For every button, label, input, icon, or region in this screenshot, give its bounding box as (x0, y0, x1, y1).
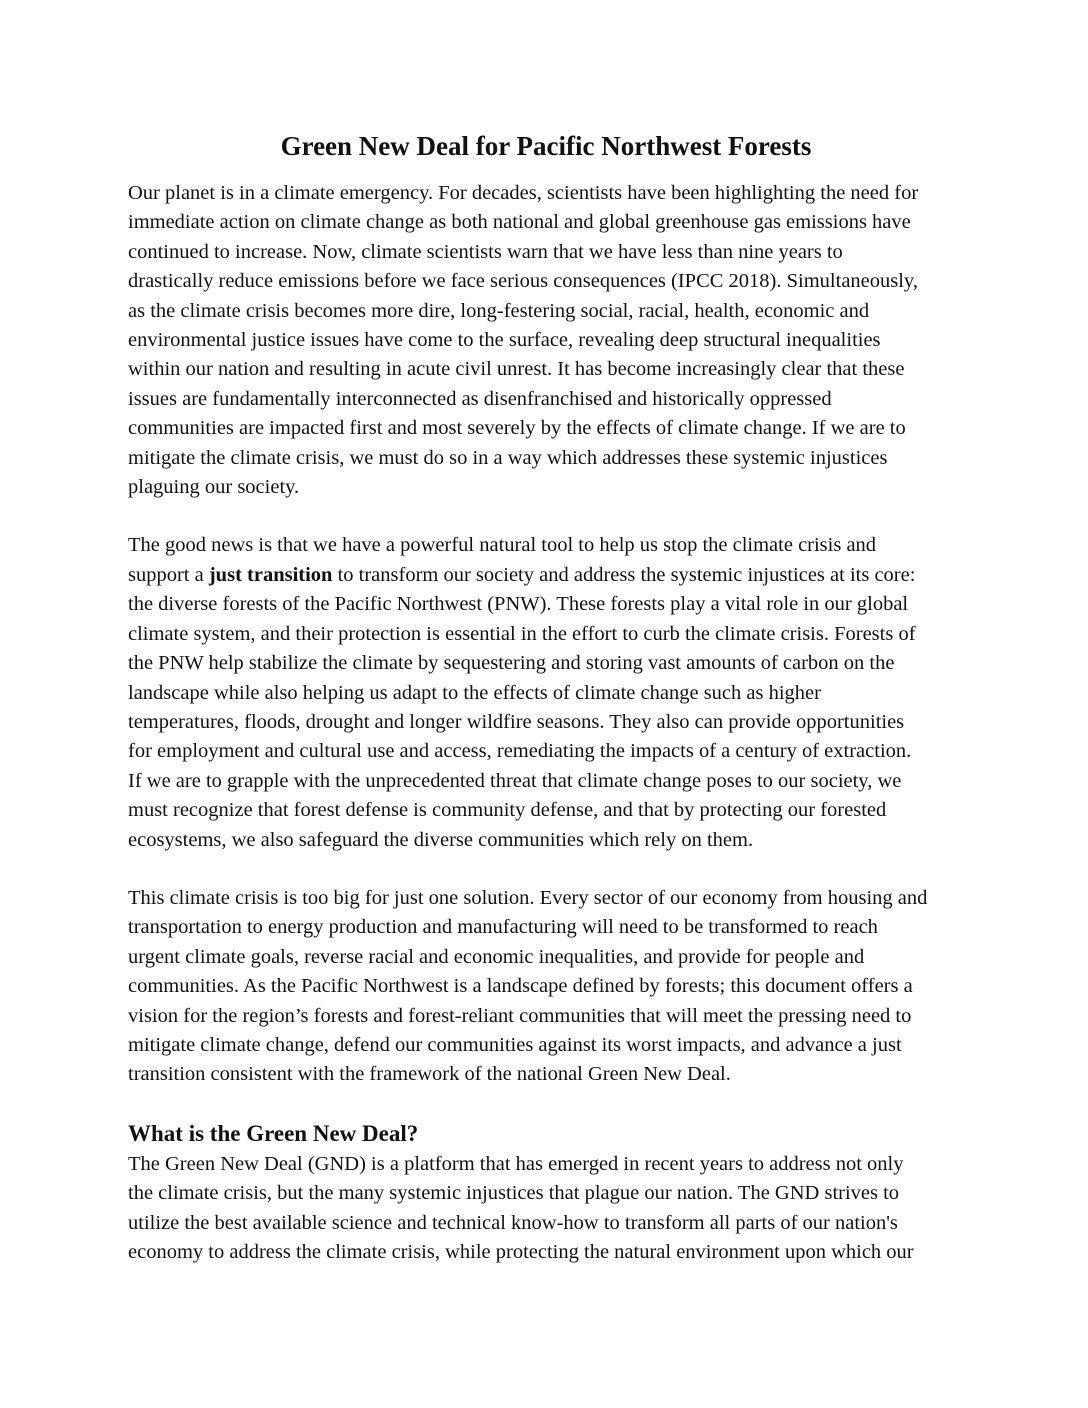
text-line: ecosystems, we also safeguard the diverse communities which rely on them. (128, 828, 754, 851)
text-line: drastically reduce emissions before we face serious consequences (IPCC 2018). Simultaneously, (128, 270, 918, 293)
text-line: urgent climate goals, reverse racial and economic inequalities, and provide for people and (128, 945, 865, 968)
text-line: Our planet is in a climate emergency. For decades, scientists have been highlighting the need for (128, 182, 919, 204)
text-line: climate system, and their protection is essential in the effort to curb the climate crisis. Forests of (128, 622, 916, 645)
paragraph-good-news (128, 531, 964, 854)
text-line: communities are impacted first and most severely by the effects of climate change. If we are to (128, 417, 906, 440)
document-title: Green New Deal for Pacific Northwest Forests (280, 131, 812, 161)
text-line: vision for the region’s forests and forest-reliant communities that will meet the pressing need to (128, 1004, 912, 1027)
paragraph-gnd-definition (128, 1150, 964, 1268)
text-line: economy to address the climate crisis, while protecting the natural environment upon which our (128, 1241, 914, 1263)
text-line: issues are fundamentally interconnected as disenfranchised and historically oppressed (128, 387, 832, 410)
text-line: within our nation and resulting in acute civil unrest. It has become increasingly clear that these (128, 358, 905, 381)
just-transition-emphasis: just transition (208, 563, 333, 586)
text-line: environmental justice issues have come to the surface, revealing deep structural inequalities (128, 329, 881, 352)
text-line: The Green New Deal (GND) is a platform that has emerged in recent years to address not only (128, 1152, 904, 1175)
text-line: If we are to grapple with the unprecedented threat that climate change poses to our society, we (128, 769, 902, 792)
text-line: plaguing our society. (128, 476, 300, 499)
text-line: transition consistent with the framework of the national Green New Deal. (128, 1063, 731, 1086)
document-page (128, 128, 964, 1296)
section-heading: What is the Green New Deal? (128, 1120, 419, 1146)
text-line: temperatures, floods, drought and longer wildfire seasons. They also can provide opportunities (128, 710, 905, 733)
paragraph-climate-crisis-solution (128, 884, 964, 1090)
text-line: as the climate crisis becomes more dire, long-festering social, racial, health, economic and (128, 299, 870, 322)
text-line-with-emphasis (128, 561, 964, 590)
text-line: the PNW help stabilize the climate by sequestering and storing vast amounts of carbon on the (128, 652, 895, 675)
text-line: communities. As the Pacific Northwest is a landscape defined by forests; this document offers a (128, 975, 913, 998)
text-line: the diverse forests of the Pacific Northwest (PNW). These forests play a vital role in our global (128, 593, 909, 616)
text-line: continued to increase. Now, climate scientists warn that we have less than nine years to (128, 240, 843, 263)
text-fragment: to transform our society and address the systemic injustices at its core: (332, 563, 916, 586)
text-line: utilize the best available science and technical know-how to transform all parts of our nation's (128, 1211, 898, 1234)
text-line: immediate action on climate change as both national and global greenhouse gas emissions have (128, 211, 911, 234)
text-line: mitigate the climate crisis, we must do so in a way which addresses these systemic injustices (128, 446, 888, 469)
text-line: the climate crisis, but the many systemic injustices that plague our nation. The GND strives to (128, 1182, 900, 1205)
text-fragment: support a (128, 563, 209, 586)
text-line: landscape while also helping us adapt to the effects of climate change such as higher (128, 681, 821, 704)
text-line: mitigate climate change, defend our communities against its worst impacts, and advance a just (128, 1033, 902, 1056)
text-line: The good news is that we have a powerful natural tool to help us stop the climate crisis and (128, 534, 877, 557)
text-line: for employment and cultural use and access, remediating the impacts of a century of extraction. (128, 740, 912, 763)
text-line: must recognize that forest defense is community defense, and that by protecting our forested (128, 799, 887, 822)
text-line: transportation to energy production and manufacturing will need to be transformed to reach (128, 916, 878, 939)
paragraph-climate-emergency (128, 179, 964, 502)
text-line: This climate crisis is too big for just one solution. Every sector of our economy from housing and (128, 886, 928, 909)
